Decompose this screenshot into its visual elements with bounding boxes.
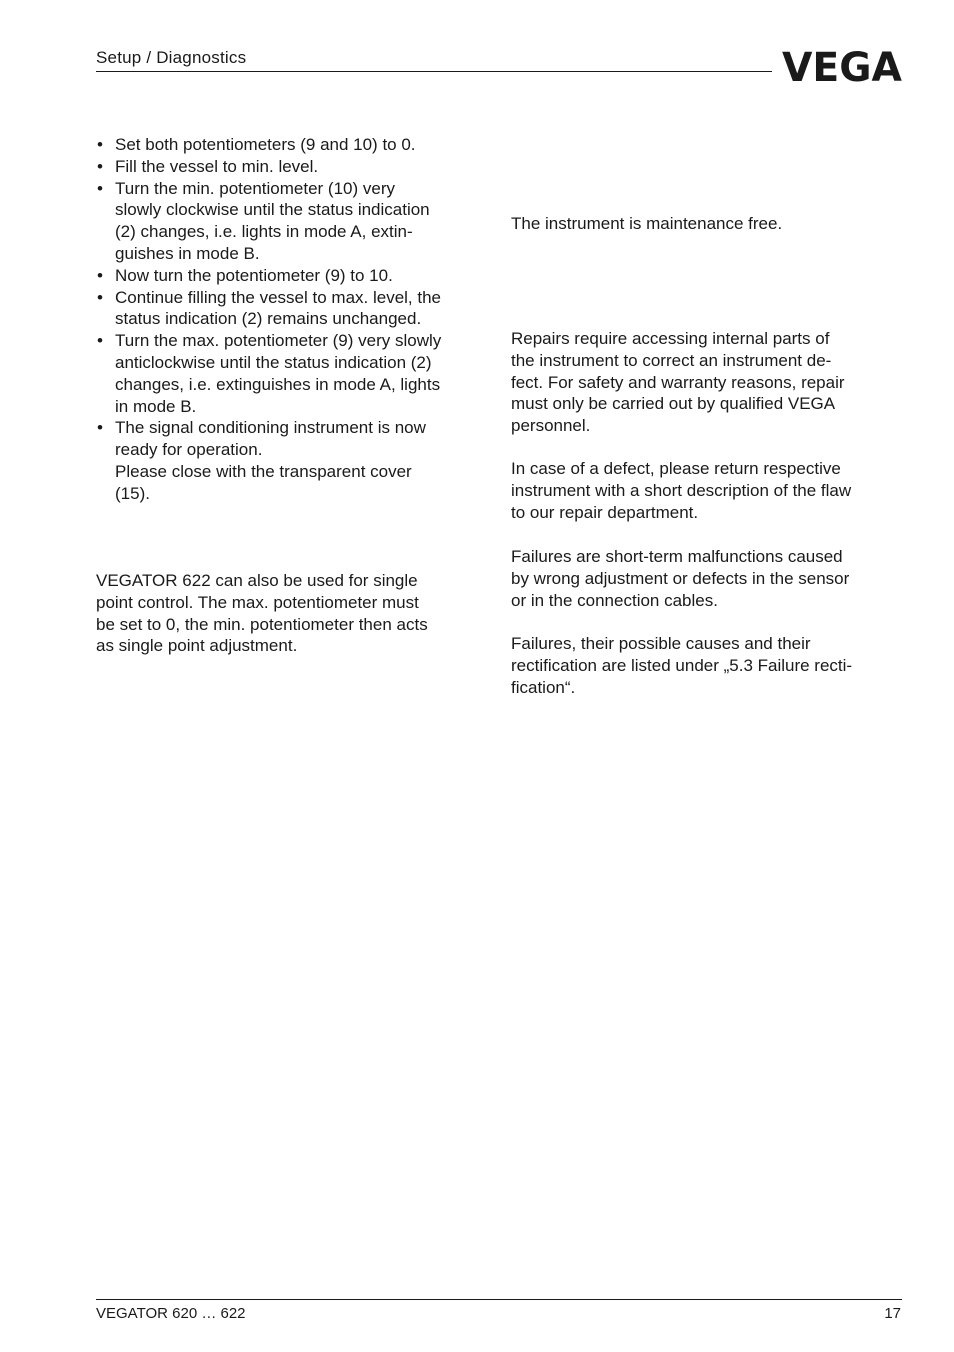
defect-paragraph: In case of a defect, please return respective instrument with a short description of the flaw to our repair department. xyxy=(511,459,852,522)
list-item: • Turn the max. potentiometer (9) very slowly anticlockwise until the status indication (2) changes, i.e. extinguishes in mode A, lights in mode B. xyxy=(97,331,442,416)
maintenance-paragraph: The instrument is maintenance free. xyxy=(511,214,783,233)
bullet-icon: • xyxy=(97,418,103,438)
list-item: • Set both potentiometers (9 and 10) to 0. xyxy=(97,135,416,154)
list-item: • The signal conditioning instrument is now ready for operation. Please close with the transparent cover (15). xyxy=(97,418,426,503)
setup-steps-list xyxy=(96,134,488,505)
header-divider xyxy=(96,71,772,72)
failures-paragraph: Failures are short-term malfunctions caused by wrong adjustment or defects in the sensor or in the connection cables. xyxy=(511,547,850,610)
bullet-icon: • xyxy=(97,178,103,198)
bullet-icon: • xyxy=(97,265,103,285)
bullet-icon: • xyxy=(97,156,103,176)
bullet-icon: • xyxy=(97,331,103,351)
rectification-paragraph: Failures, their possible causes and their rectification are listed under „5.3 Failure recti- fication“. xyxy=(511,634,853,697)
footer-divider xyxy=(96,1299,902,1300)
bullet-icon: • xyxy=(97,135,103,154)
section-title: Setup / Diagnostics xyxy=(96,48,247,67)
list-item: • Now turn the potentiometer (9) to 10. xyxy=(97,265,393,285)
bullet-icon: • xyxy=(97,287,103,307)
page-number: 17 xyxy=(884,1305,901,1322)
list-item: • Turn the min. potentiometer (10) very slowly clockwise until the status indication (2) changes, i.e. lights in mode A, extin- guishes in mode B. xyxy=(97,178,430,263)
single-point-paragraph: VEGATOR 622 can also be used for single point control. The max. potentiometer must be set to 0, the min. potentiometer then acts as single point adjustment. xyxy=(96,571,428,656)
footer-product-name: VEGATOR 620 … 622 xyxy=(96,1305,246,1322)
list-item: • Continue filling the vessel to max. level, the status indication (2) remains unchanged. xyxy=(97,287,442,329)
vega-logo xyxy=(782,50,902,84)
svg-text:VEGA: VEGA xyxy=(782,50,902,84)
repair-paragraph: Repairs require accessing internal parts of the instrument to correct an instrument de- fect. For safety and warranty reasons, repair must only be carried out by qualified VEGA personnel. xyxy=(511,329,845,436)
list-item: • Fill the vessel to min. level. xyxy=(97,156,319,176)
setup-steps-column xyxy=(96,134,488,505)
